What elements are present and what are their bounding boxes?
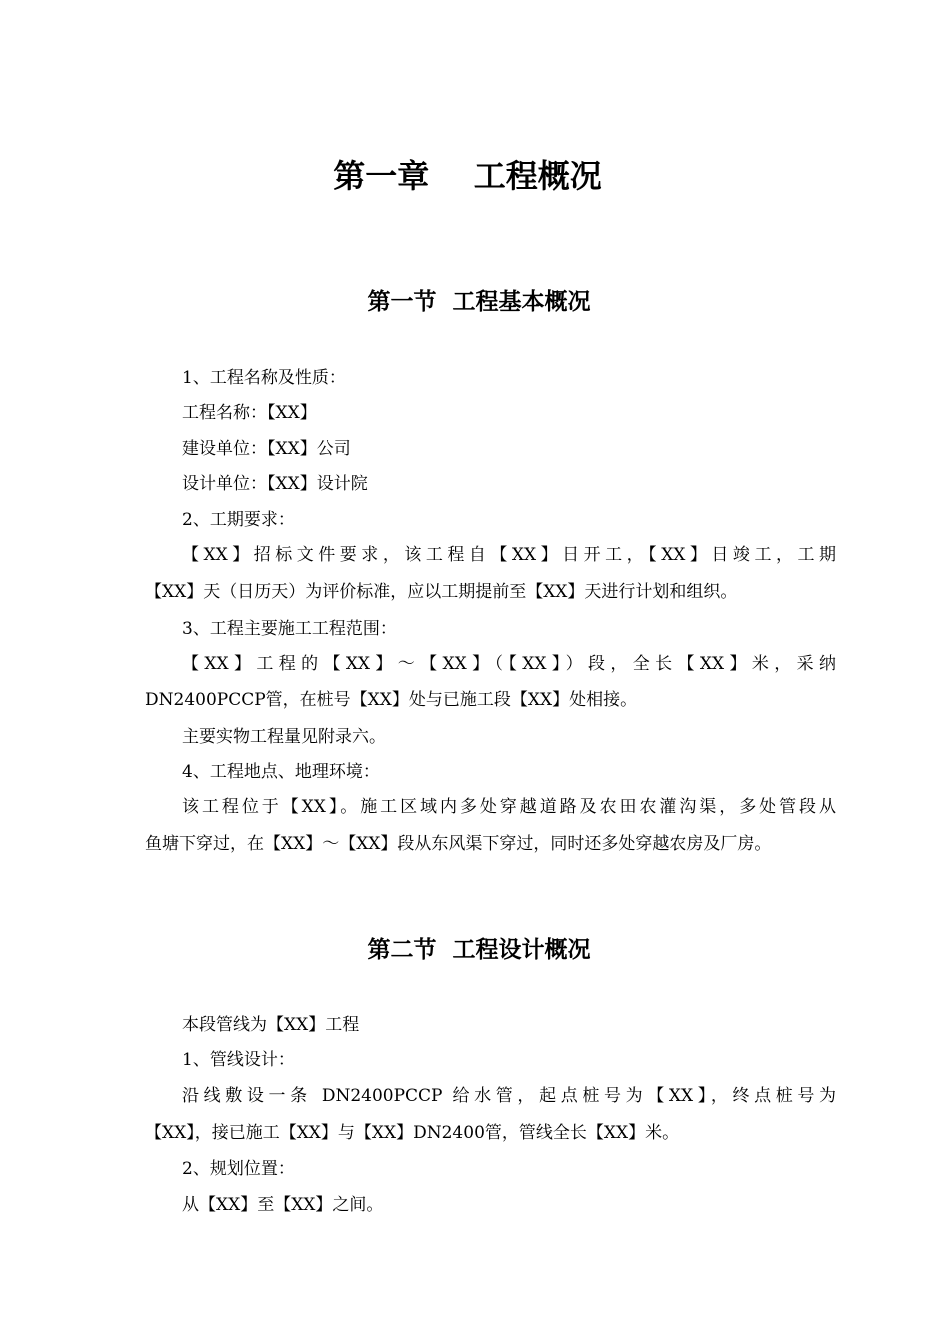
paragraph-line: 工程名称：【XX】 — [182, 403, 317, 423]
section-title-basic: 第一节 工程基本概况 — [367, 289, 591, 315]
paragraph-line: 2、规划位置： — [182, 1159, 295, 1179]
paragraph-line: 该工程位于【XX】。施工区域内多处穿越道路及农田农灌沟渠，多处管段从 — [182, 797, 836, 817]
paragraph-line: 4、工程地点、地理环境： — [182, 762, 380, 782]
paragraph-line: 3、工程主要施工工程范围： — [182, 619, 397, 639]
paragraph-line: 鱼塘下穿过，在【XX】～【XX】段从东风渠下穿过，同时还多处穿越农房及厂房。 — [145, 834, 772, 854]
paragraph-line: 从【XX】至【XX】之间。 — [182, 1195, 384, 1215]
paragraph-line: 1、管线设计： — [182, 1050, 295, 1070]
paragraph-line: 建设单位：【XX】公司 — [182, 439, 351, 459]
paragraph-line: 【XX】，接已施工【XX】与【XX】DN2400管，管线全长【XX】米。 — [145, 1123, 680, 1143]
paragraph-line: 本段管线为【XX】工程 — [182, 1015, 360, 1035]
paragraph-line: DN2400PCCP管，在桩号【XX】处与已施工段【XX】处相接。 — [145, 690, 638, 710]
paragraph-line: 【XX】招标文件要求，该工程自【XX】日开工，【XX】日竣工，工期 — [182, 545, 836, 565]
paragraph-line: 设计单位：【XX】设计院 — [182, 474, 368, 494]
paragraph-line: 【XX】天（日历天）为评价标准，应以工期提前至【XX】天进行计划和组织。 — [145, 582, 738, 602]
paragraph-line: 沿线敷设一条 DN2400PCCP 给水管，起点桩号为【XX】，终点桩号为 — [182, 1086, 836, 1106]
paragraph-line: 【XX】工程的【XX】～【XX】（【XX】）段，全长【XX】米，采纳 — [182, 654, 836, 674]
chapter-title: 第一章 工程概况 — [333, 157, 602, 195]
paragraph-line: 主要实物工程量见附录六。 — [182, 727, 386, 747]
section-title-design: 第二节 工程设计概况 — [367, 937, 591, 963]
paragraph-line: 2、工期要求： — [182, 510, 295, 530]
paragraph-line: 1、工程名称及性质： — [182, 368, 346, 388]
